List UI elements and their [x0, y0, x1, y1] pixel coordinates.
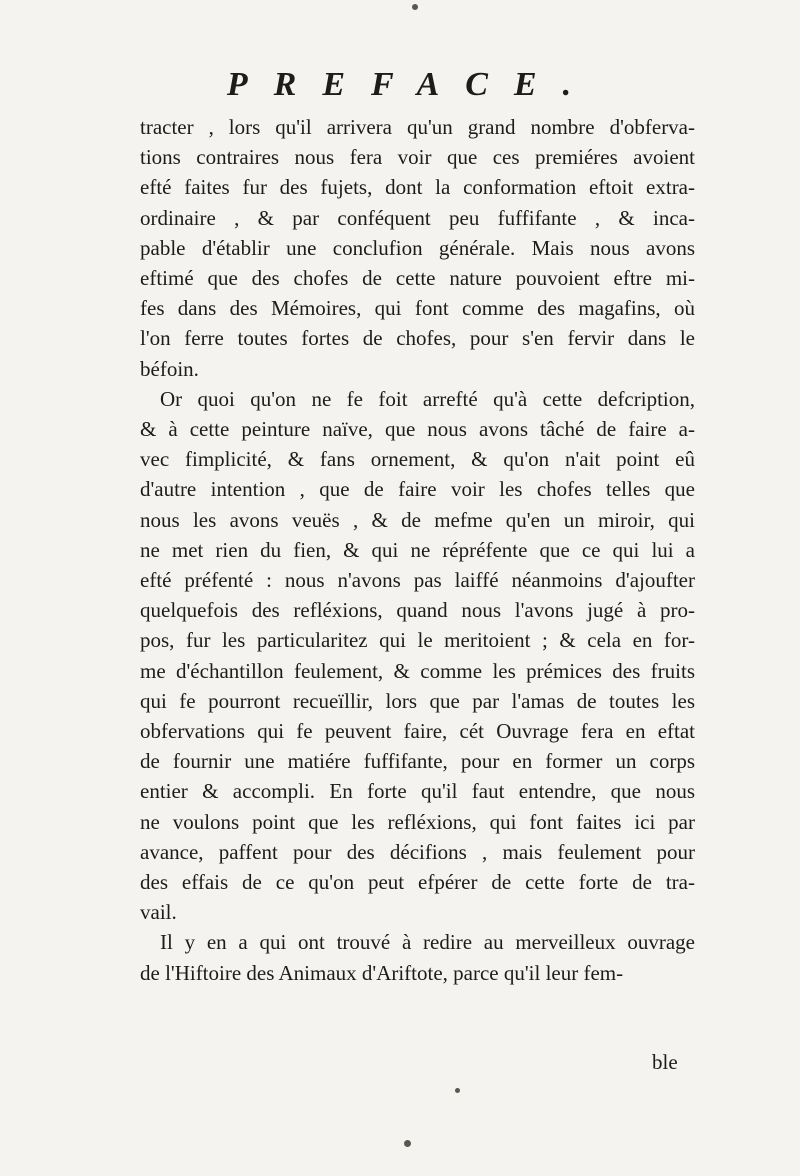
running-head: PREFACE.: [226, 66, 598, 103]
text-line: l'on ferre toutes fortes de chofes, pour s'en fervir dans le: [140, 326, 695, 351]
page-speck: [455, 1088, 460, 1093]
paragraph: [140, 112, 695, 384]
text-line: ne voulons point que les refléxions, qui font faites ici par: [140, 809, 695, 834]
text-line: me d'échantillon feulement, & comme les prémices des fruits: [140, 658, 695, 683]
text-line: efté faites fur des fujets, dont la conformation eftoit extra-: [140, 175, 695, 200]
text-line: nous les avons veuës , & de mefme qu'en un miroir, qui: [140, 507, 695, 532]
text-line: efté préfenté : nous n'avons pas laiffé néanmoins d'ajoufter: [140, 568, 695, 593]
text-line: eftimé que des chofes de cette nature pouvoient eftre mi-: [140, 266, 695, 291]
paragraph: [140, 927, 695, 987]
catchword: ble: [652, 1050, 678, 1074]
text-line: pos, fur les particularitez qui le meritoient ; & cela en for-: [140, 628, 695, 653]
text-line: ne met rien du fien, & qui ne répréfente que ce qui lui a: [140, 537, 695, 562]
text-line: pable d'établir une conclufion générale. Mais nous avons: [140, 235, 695, 260]
page-speck: [412, 4, 418, 10]
text-line: d'autre intention , que de faire voir les chofes telles que: [140, 477, 695, 502]
text-line: des effais de ce qu'on peut efpérer de cette forte de tra-: [140, 870, 695, 895]
page-speck: [404, 1140, 411, 1147]
text-line: ordinaire , & par conféquent peu fuffifante , & inca-: [140, 205, 695, 230]
paragraph: [140, 384, 695, 928]
text-line: de l'Hiftoire des Animaux d'Ariftote, parce qu'il leur fem-: [140, 960, 624, 985]
text-line: vail.: [140, 900, 177, 925]
text-line: entier & accompli. En forte qu'il faut entendre, que nous: [140, 779, 695, 804]
text-line: de fournir une matiére fuffifante, pour en former un corps: [140, 749, 695, 774]
text-line: tracter , lors qu'il arrivera qu'un grand nombre d'obferva-: [140, 115, 695, 139]
body-text: [140, 112, 695, 988]
text-line: obfervations qui fe peuvent faire, cét Ouvrage fera en eftat: [140, 719, 695, 744]
text-line: Il y en a qui ont trouvé à redire au merveilleux ouvrage: [160, 930, 695, 955]
text-line: qui fe pourront recueïllir, lors que par l'amas de toutes les: [140, 688, 695, 713]
text-line: avance, paffent pour des décifions , mais feulement pour: [140, 839, 695, 864]
text-line: quelquefois des refléxions, quand nous l'avons jugé à pro-: [140, 598, 695, 623]
text-line: vec fimplicité, & fans ornement, & qu'on n'ait point eû: [140, 447, 695, 472]
text-line: fes dans des Mémoires, qui font comme des magafins, où: [140, 296, 695, 321]
text-line: béfoin.: [140, 356, 199, 381]
text-line: Or quoi qu'on ne fe foit arrefté qu'à cette defcription,: [160, 386, 695, 411]
text-line: tions contraires nous fera voir que ces premiéres avoient: [140, 145, 695, 170]
text-line: & à cette peinture naïve, que nous avons tâché de faire a-: [140, 417, 695, 442]
